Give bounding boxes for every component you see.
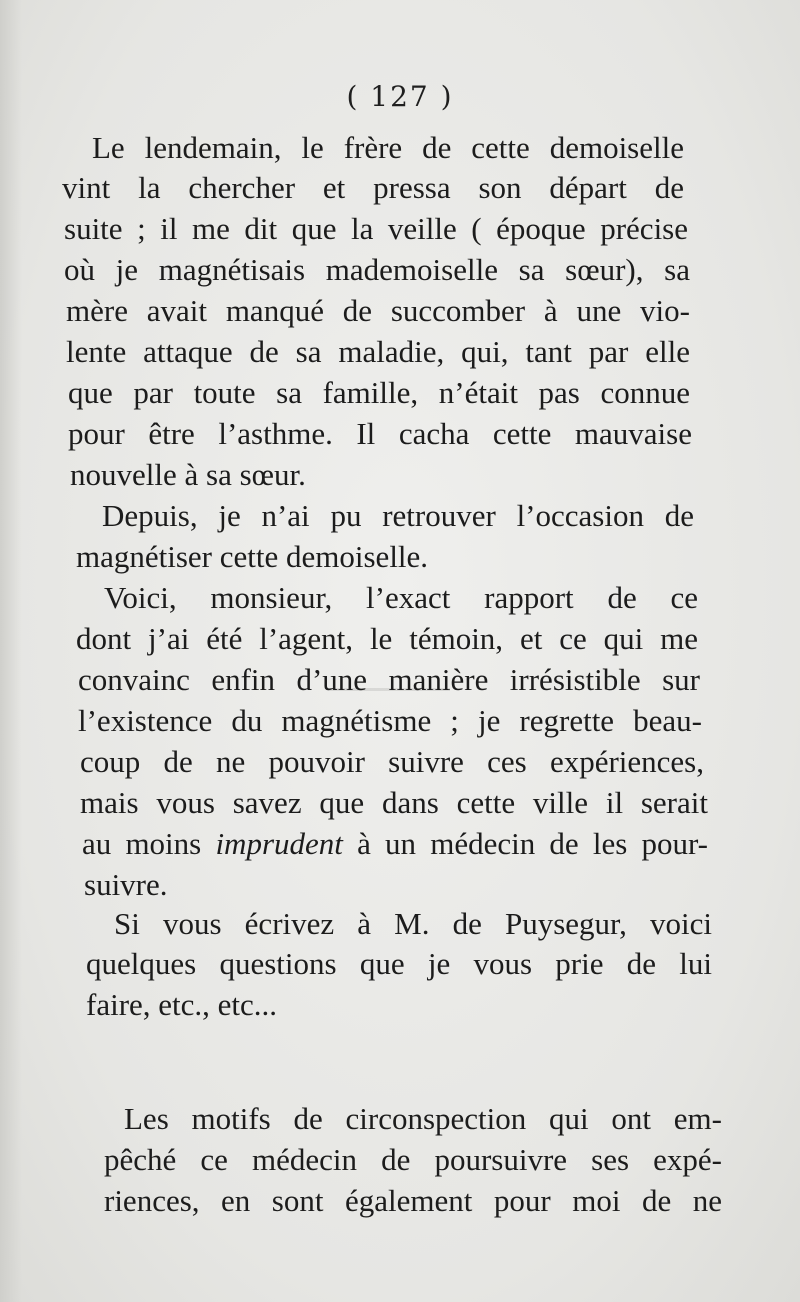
text-line: quelques questions que je vous prie de lui — [86, 946, 712, 981]
text-line: riences, en sont également pour moi de ne — [104, 1183, 722, 1218]
text-line: convainc enfin d’une manière irrésistible sur — [78, 662, 700, 697]
text-line: Si vous écrivez à M. de Puysegur, voici — [114, 906, 712, 941]
text-line: nouvelle à sa sœur. — [70, 457, 306, 492]
italic-word: imprudent — [215, 826, 343, 861]
text-line: mais vous savez que dans cette ville il serait — [80, 785, 708, 820]
text-line: pêché ce médecin de poursuivre ses expé- — [104, 1142, 722, 1177]
text-line: mère avait manqué de succomber à une vio- — [66, 293, 690, 328]
text-line: faire, etc., etc... — [86, 987, 278, 1022]
text-line: Voici, monsieur, l’exact rapport de ce — [104, 580, 698, 615]
text-line: suivre. — [84, 867, 168, 902]
text-line: où je magnétisais mademoiselle sa sœur), sa — [64, 252, 690, 287]
text-line: Le lendemain, le frère de cette demoiselle — [92, 130, 684, 165]
text-line: Depuis, je n’ai pu retrouver l’occasion de — [102, 498, 694, 533]
text-line: lente attaque de sa maladie, qui, tant par elle — [66, 334, 690, 369]
text-line: magnétiser cette demoiselle. — [76, 539, 429, 574]
page-edge-shadow — [0, 0, 22, 1302]
text-line: coup de ne pouvoir suivre ces expériences, — [80, 744, 704, 779]
text-line: Les motifs de circonspection qui ont em- — [124, 1101, 722, 1136]
text-line-with-italic — [82, 824, 708, 864]
text-line: dont j’ai été l’agent, le témoin, et ce qui me — [76, 621, 698, 656]
text-line: pour être l’asthme. Il cacha cette mauvaise — [68, 416, 692, 451]
text-segment: au moins — [82, 826, 216, 861]
text-line: que par toute sa famille, n’était pas connue — [68, 375, 690, 410]
text-line: l’existence du magnétisme ; je regrette beau- — [78, 703, 702, 738]
text-segment: à un médecin de les pour- — [342, 826, 708, 861]
text-line: vint la chercher et pressa son départ de — [62, 170, 684, 205]
page-number: ( 127 ) — [346, 80, 454, 113]
text-line: suite ; il me dit que la veille ( époque précise — [64, 211, 688, 246]
